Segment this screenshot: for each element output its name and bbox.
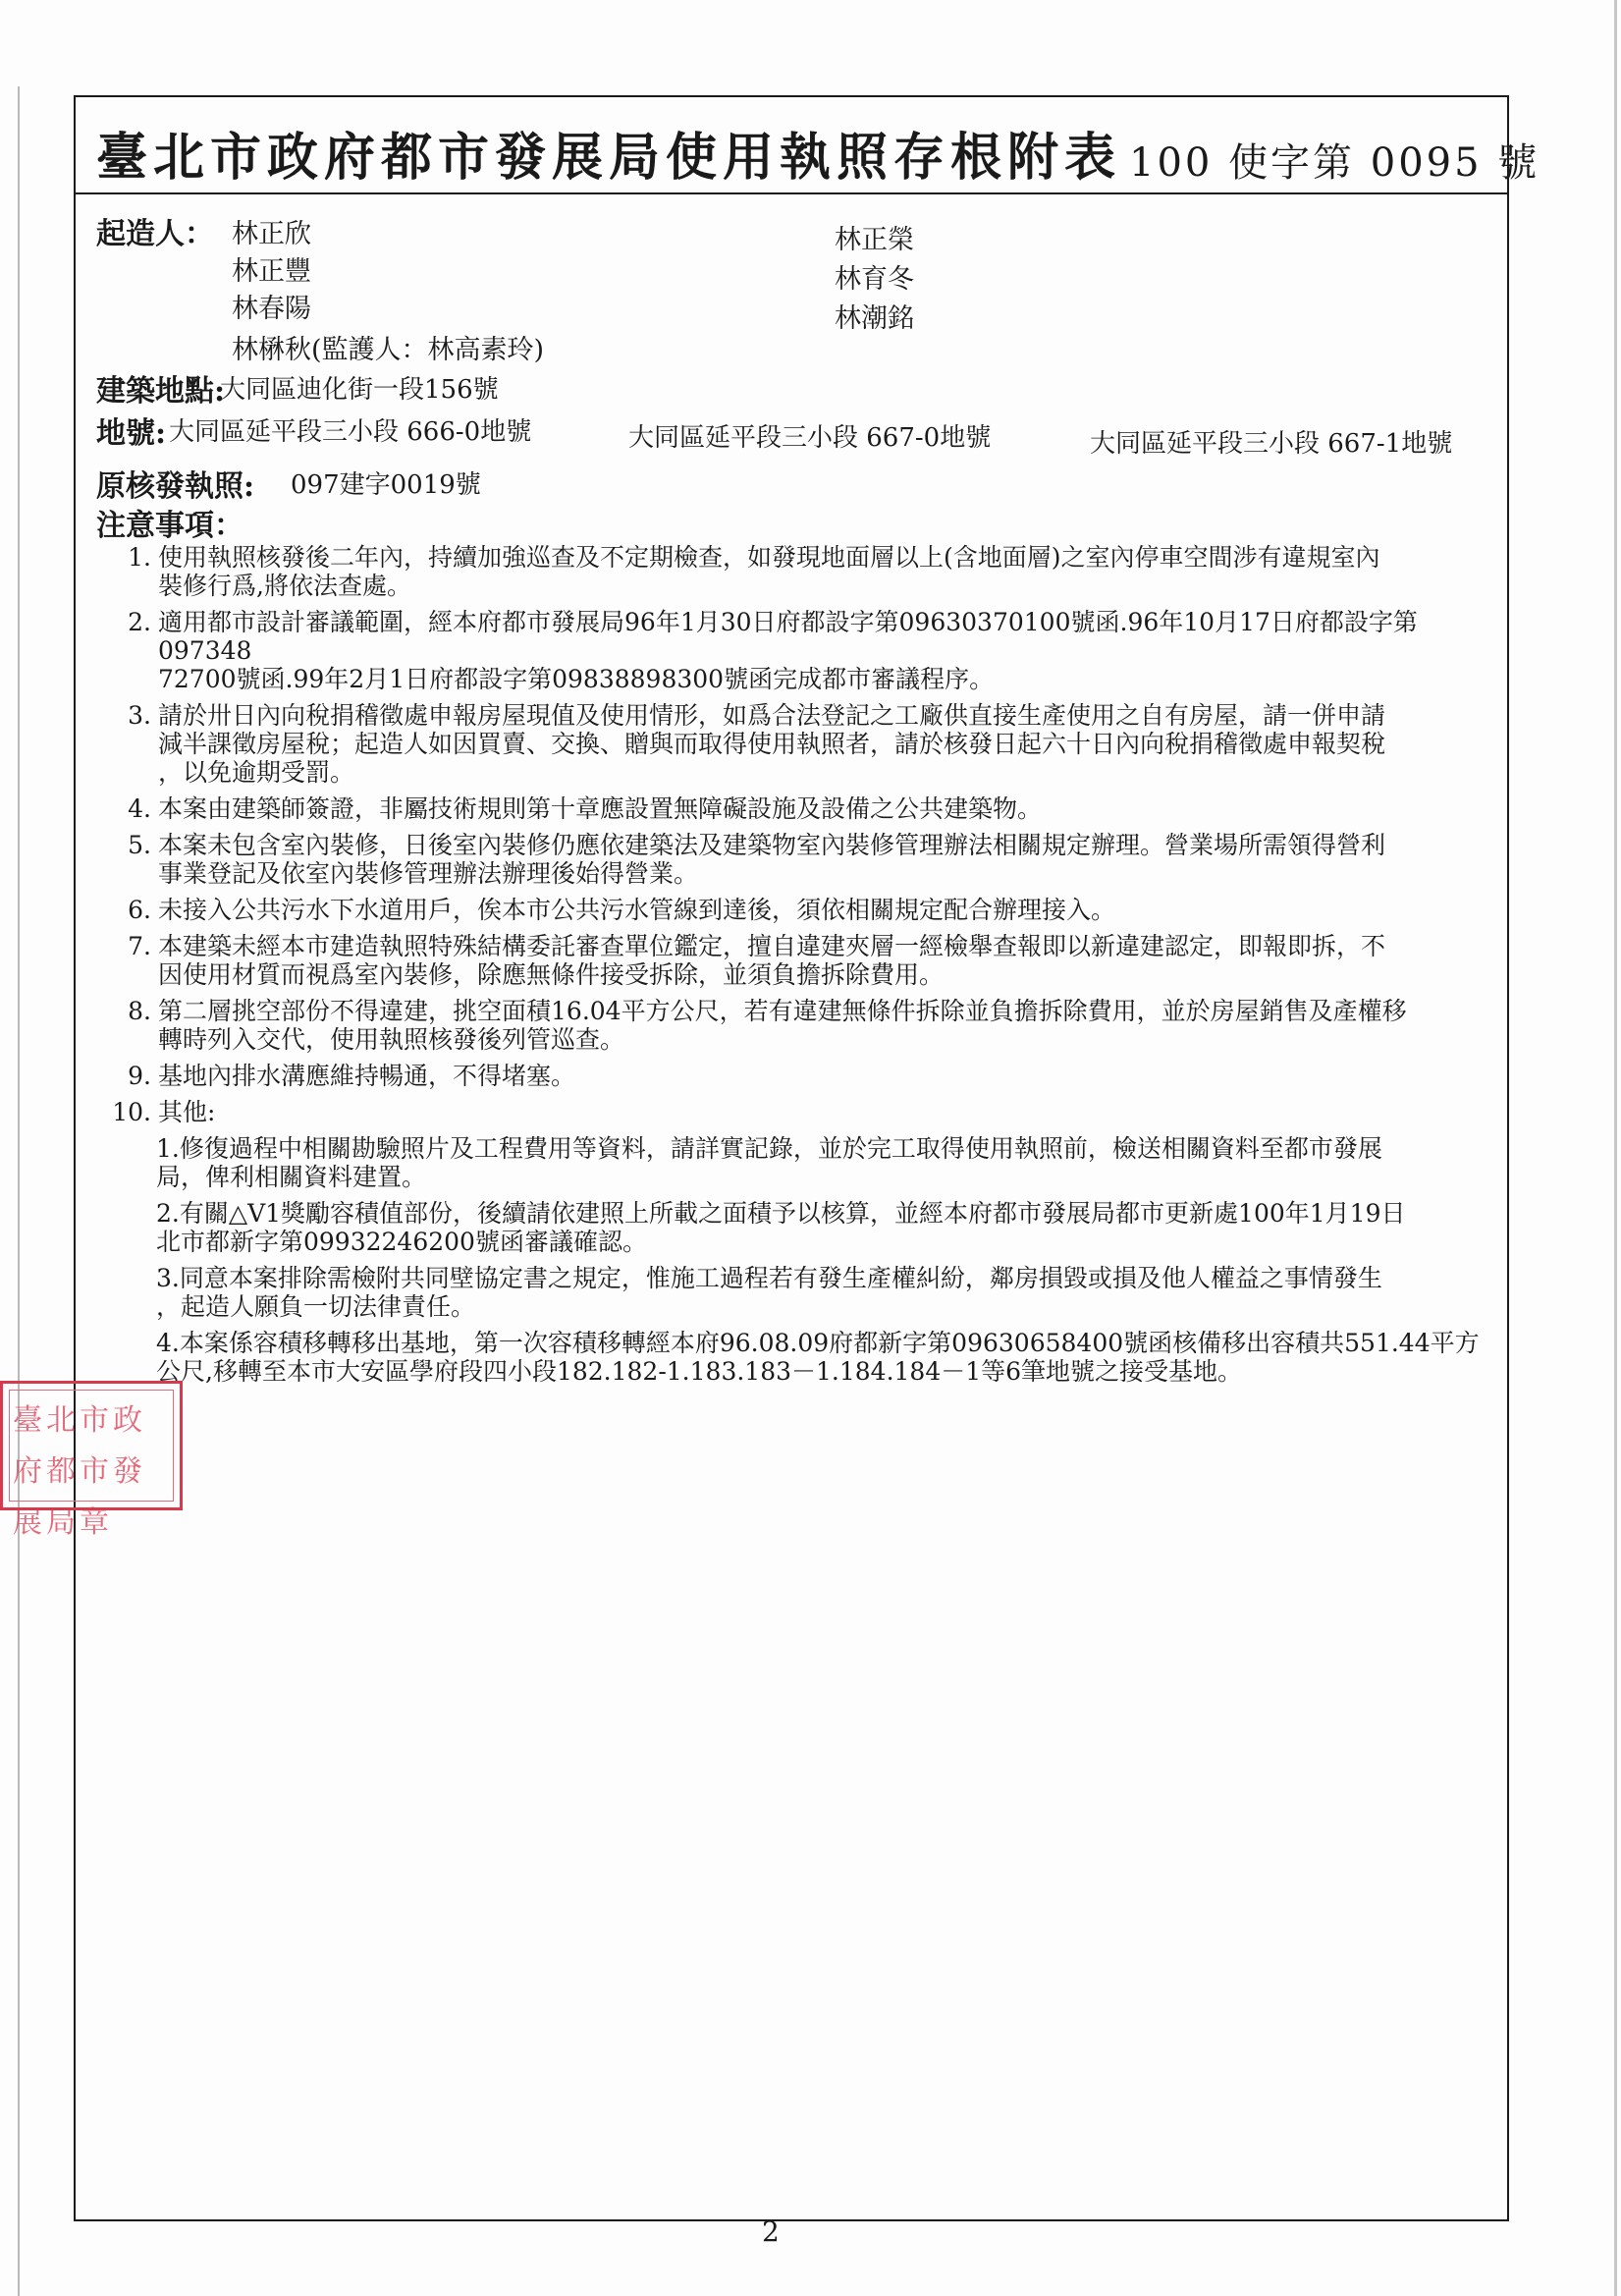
applicant-name: 林正欣 <box>232 219 311 249</box>
original-permit-label: 原核發執照: <box>96 469 255 504</box>
official-seal-stamp <box>0 1381 183 1540</box>
applicant-name: 林正豐 <box>232 256 311 287</box>
note-item: 7. 本建築未經本市建造執照特殊結構委託審查單位鑑定，擅自違建夾層一經檢舉查報即以新違建認定，即報即拆，不 因使用材質而視爲室內裝修，除應無條件接受拆除，並須負擔拆除費用。 <box>128 932 1386 989</box>
other-item: 1.修復過程中相關勘驗照片及工程費用等資料，請詳實記錄，並於完工取得使用執照前，檢送相關資料至都市發展 局，俾利相關資料建置。 <box>156 1134 1382 1191</box>
note-item: 2. 適用都市設計審議範圍，經本府都市發展局96年1月30日府都設字第09630370100號函.96年10月17日府都設字第097348 72700號函.99年2月1日府都設字第09838898300號函完成都市審議程序。 <box>128 608 1418 693</box>
site-label: 建築地點: <box>96 374 226 409</box>
lot-number: 大同區延平段三小段 667-1地號 <box>1090 429 1453 459</box>
note-item: 4. 本案由建築師簽證，非屬技術規則第十章應設置無障礙設施及設備之公共建築物。 <box>128 794 1043 823</box>
page-number: 2 <box>762 2215 780 2248</box>
scan-edge-right <box>1614 0 1617 2296</box>
note-item: 3. 請於卅日內向稅捐稽徵處申報房屋現值及使用情形，如爲合法登記之工廠供直接生產使用之自有房屋，請一併申請 減半課徵房屋稅；起造人如因買賣、交換、贈與而取得使用執照者，請於核發日起六十日內向稅捐稽徵處申報契稅 ，以免逾期受罰。 <box>128 701 1386 787</box>
document-title: 臺北市政府都市發展局使用執照存根附表 <box>96 128 1122 188</box>
notes-list <box>110 543 1504 1394</box>
note-item: 5. 本案未包含室內裝修，日後室內裝修仍應依建築法及建築物室內裝修管理辦法相關規定辦理。營業場所需領得營利 事業登記及依室內裝修管理辦法辦理後始得營業。 <box>128 831 1386 888</box>
lot-number: 大同區延平段三小段 667-0地號 <box>628 423 992 453</box>
applicants-label: 起造人： <box>96 217 214 251</box>
note-item: 8. 第二層挑空部份不得違建，挑空面積16.04平方公尺，若有違建無條件拆除並負擔拆除費用，並於房屋銷售及產權移 轉時列入交代，使用執照核發後列管巡查。 <box>128 997 1407 1054</box>
note-item: 6. 未接入公共污水下水道用戶，俟本市公共污水管線到達後，須依相關規定配合辦理接入。 <box>128 896 1116 924</box>
notes-label: 注意事項： <box>96 509 243 543</box>
original-permit-value: 097建字0019號 <box>291 470 481 500</box>
permit-number: 100 使字第 0095 號 <box>1129 140 1540 186</box>
applicant-name: 林正榮 <box>835 225 914 255</box>
site-address: 大同區迪化街一段156號 <box>220 375 499 405</box>
other-item: 4.本案係容積移轉移出基地，第一次容積移轉經本府96.08.09府都新字第09630658400號函核備移出容積共551.44平方 公尺,移轉至本市大安區學府段四小段182.182-1.183.183－1.184.184－1等6筆地號之接受基地。 <box>156 1329 1480 1386</box>
note-item: 10. 其他: <box>112 1098 216 1126</box>
other-item: 3.同意本案排除需檢附共同壁協定書之規定，惟施工過程若有發生產權糾紛，鄰房損毀或損及他人權益之事情發生 ，起造人願負一切法律責任。 <box>156 1264 1382 1321</box>
scan-edge-left <box>18 86 20 2296</box>
lot-label: 地號: <box>96 416 167 451</box>
note-item: 1. 使用執照核發後二年內，持續加強巡查及不定期檢查，如發現地面層以上(含地面層)之室內停車空間涉有違規室內 裝修行爲,將依法查處。 <box>128 543 1380 600</box>
applicant-name: 林春陽 <box>232 294 311 324</box>
other-item: 2.有關△V1獎勵容積值部份，後續請依建照上所載之面積予以核算，並經本府都市發展局都市更新處100年1月19日 北市都新字第09932246200號函審議確認。 <box>156 1199 1406 1256</box>
applicant-name: 林楙秋(監護人：林高素玲) <box>232 335 545 365</box>
note-item: 9. 基地內排水溝應維持暢通，不得堵塞。 <box>128 1062 576 1090</box>
lot-number: 大同區延平段三小段 666-0地號 <box>169 417 532 447</box>
applicant-name: 林潮銘 <box>835 303 914 334</box>
other-items-list <box>156 1134 1504 1386</box>
seal-text: 臺北市政府都市發展局章 <box>13 1403 146 1540</box>
header-divider <box>74 192 1509 194</box>
applicant-name: 林育冬 <box>835 264 914 295</box>
